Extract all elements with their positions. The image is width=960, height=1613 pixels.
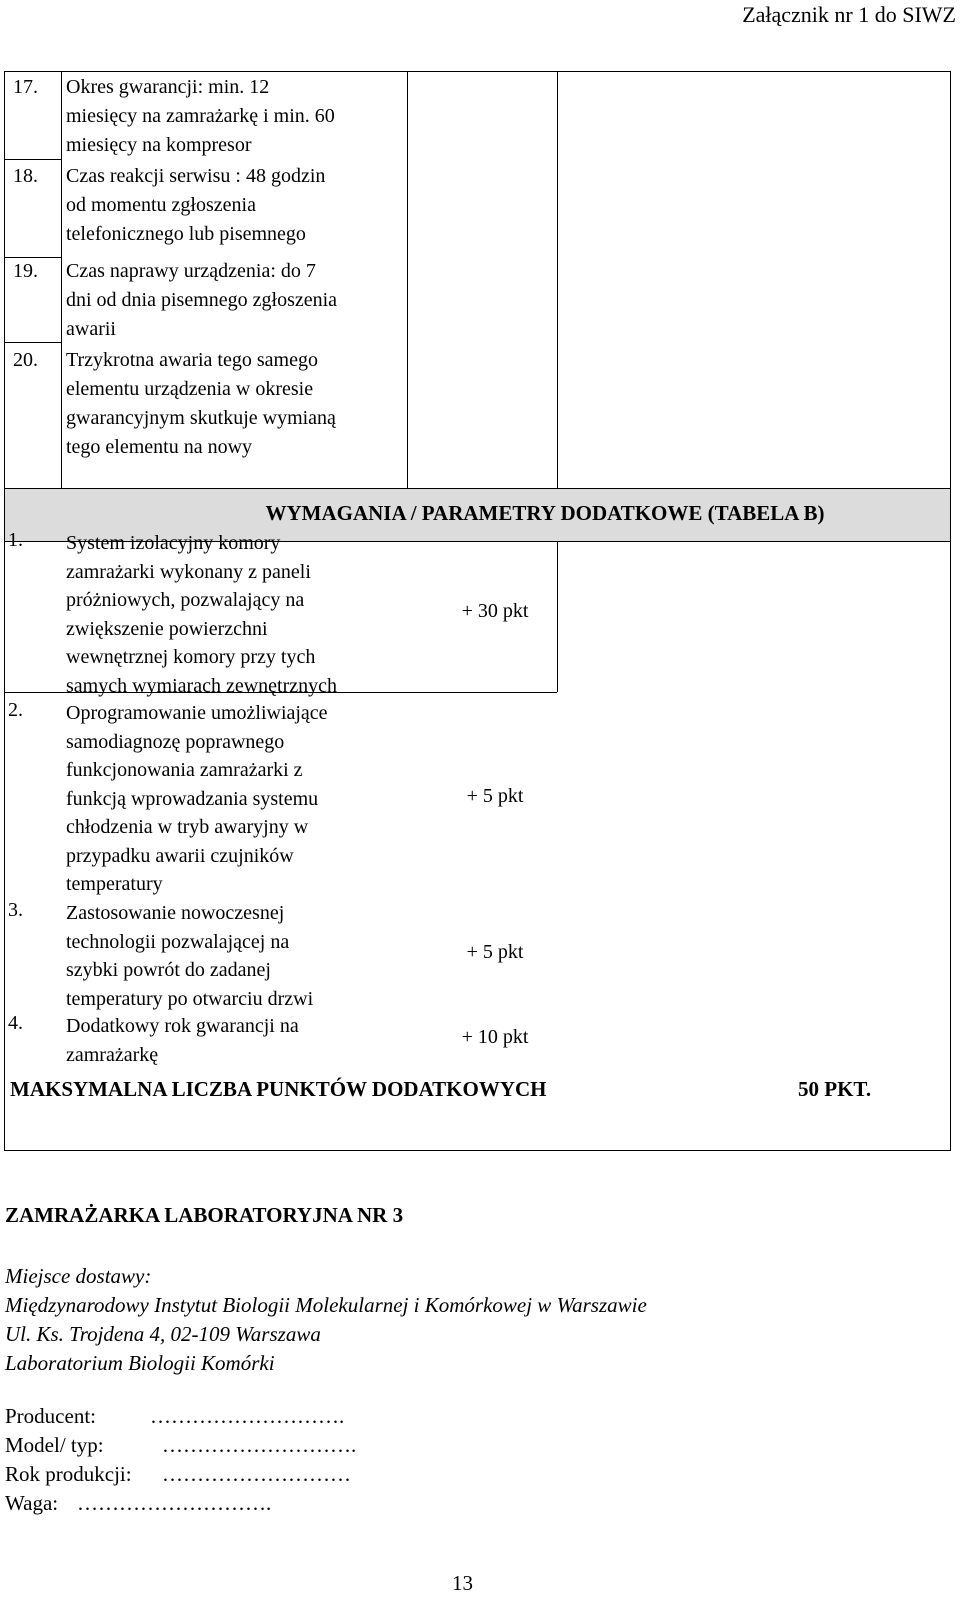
row-line: Zastosowanie nowoczesnej [66, 902, 285, 924]
section-title: ZAMRAŻARKA LABORATORYJNA NR 3 [5, 1203, 404, 1227]
row-number: 1. [8, 529, 23, 551]
row-line: zwiększenie powierzchni [66, 617, 268, 640]
row-text [66, 899, 416, 1013]
row-line: technologii pozwalającej na [66, 930, 290, 953]
max-points-value: 50 PKT. [798, 1077, 872, 1101]
row-points: + 30 pkt [461, 600, 529, 622]
row-line: temperatury [66, 873, 163, 895]
row-line: temperatury po otwarciu drzwi [66, 987, 314, 1010]
row-divider [5, 159, 61, 160]
row-line: miesięcy na kompresor [66, 134, 252, 156]
row-line: funkcją wprowadzania systemu [66, 787, 319, 810]
attachment-header: Załącznik nr 1 do SIWZ [742, 2, 956, 27]
row-line: samych wymiarach zewnętrznych [66, 674, 337, 697]
row-line: próżniowych, pozwalający na [66, 589, 305, 611]
row-number: 3. [8, 899, 23, 921]
row-text [66, 73, 411, 160]
row-line: elementu urządzenia w okresie [66, 378, 314, 400]
row-line: Dodatkowy rok gwarancji na [66, 1015, 299, 1037]
row-points: + 5 pkt [466, 785, 524, 807]
field-blank[interactable]: ………………………. [150, 1404, 345, 1428]
place-line: Ul. Ks. Trojdena 4, 02-109 Warszawa [5, 1322, 321, 1346]
delivery-place [5, 1262, 647, 1378]
page-number: 13 [452, 1571, 473, 1595]
row-text [66, 699, 416, 899]
row-points: + 5 pkt [466, 941, 524, 963]
field-blank[interactable]: ………………………. [162, 1433, 357, 1457]
row-line: od momentu zgłoszenia [66, 194, 256, 216]
row-line: telefonicznego lub pisemnego [66, 223, 306, 245]
row-number: 17. [13, 76, 38, 98]
row-line: gwarancyjnym skutkuje wymianą [66, 407, 336, 429]
row-line: przypadku awarii czujników [66, 844, 294, 867]
field-label: Waga: [5, 1491, 59, 1515]
table-divider [61, 72, 62, 488]
row-line: awarii [66, 318, 116, 340]
field-blank[interactable]: ……………………… [162, 1462, 351, 1486]
row-line: wewnętrznej komory przy tych [66, 646, 316, 668]
row-text [66, 529, 416, 700]
row-line: System izolacyjny komory [66, 532, 281, 554]
place-line: Laboratorium Biologii Komórki [5, 1351, 275, 1375]
field-blank[interactable]: ………………………. [77, 1491, 272, 1515]
row-number: 18. [13, 165, 38, 187]
row-line: dni od dnia pisemnego zgłoszenia [66, 289, 338, 311]
row-number: 4. [8, 1012, 23, 1034]
row-line: Czas naprawy urządzenia: do 7 [66, 260, 316, 282]
row-line: zamrażarkę [66, 1043, 159, 1066]
row-line: samodiagnozę poprawnego [66, 730, 285, 753]
additional-parameters-table [4, 489, 951, 1151]
row-text [66, 257, 411, 344]
row-line: Trzykrotna awaria tego samego [66, 349, 318, 371]
field-label: Model/ typ: [5, 1433, 104, 1457]
row-line: tego elementu na nowy [66, 436, 253, 458]
row-text [66, 162, 411, 249]
field-label: Producent: [5, 1404, 96, 1428]
requirements-table-continuation [4, 71, 951, 489]
row-number: 19. [13, 260, 38, 282]
max-points-label: MAKSYMALNA LICZBA PUNKTÓW DODATKOWYCH [10, 1077, 547, 1101]
row-line: zamrażarki wykonany z paneli [66, 560, 311, 583]
table-divider [557, 72, 558, 488]
row-number: 20. [13, 349, 38, 371]
field-label: Rok produkcji: [5, 1462, 132, 1486]
row-text [66, 1012, 416, 1069]
row-line: szybki powrót do zadanej [66, 959, 271, 981]
row-number: 2. [8, 699, 23, 721]
place-line: Miejsce dostawy: [5, 1264, 152, 1288]
row-line: Oprogramowanie umożliwiające [66, 702, 328, 724]
row-line: chłodzenia w tryb awaryjny w [66, 816, 309, 838]
row-points: + 10 pkt [461, 1026, 529, 1048]
place-line: Międzynarodowy Instytut Biologii Molekularnej i Komórkowej w Warszawie [5, 1293, 647, 1317]
row-line: Okres gwarancji: min. 12 [66, 76, 270, 98]
row-line: funkcjonowania zamrażarki z [66, 759, 303, 781]
table-b-heading: WYMAGANIA / PARAMETRY DODATKOWE (TABELA B) [265, 501, 825, 525]
row-divider [5, 342, 61, 343]
row-text [66, 346, 411, 462]
row-line: Czas reakcji serwisu : 48 godzin [66, 165, 326, 187]
row-line: miesięcy na zamrażarkę i min. 60 [66, 105, 335, 127]
